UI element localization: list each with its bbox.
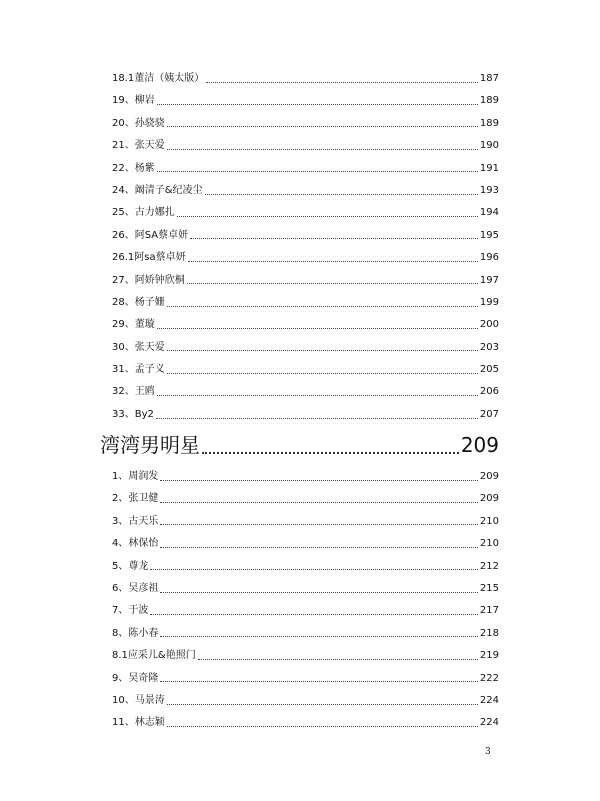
toc-entry-title: 31、孟子义 [112,364,165,376]
toc-entry-page: 212 [479,560,499,572]
toc-entry-title: 26、阿SA蔡卓妍 [112,229,189,241]
dot-leader [198,659,478,660]
toc-entry-page: 210 [479,515,499,527]
toc-entry-title: 33、By2 [112,408,154,420]
toc-entry-page: 203 [479,341,499,353]
toc-list-bottom [112,466,499,735]
toc-entry-title: 5、尊龙 [112,560,149,572]
dot-leader [160,480,478,481]
dot-leader [188,261,478,262]
dot-leader [167,350,478,351]
toc-entry-page: 189 [479,95,499,107]
section-heading[interactable] [100,428,499,462]
toc-entry-title: 25、古力娜扎 [112,207,175,219]
section-title: 湾湾男明星 [100,433,200,457]
toc-entry[interactable] [112,292,499,314]
toc-entry[interactable] [112,466,499,488]
dot-leader [187,283,478,284]
toc-entry-title: 26.1阿sa蔡卓妍 [112,252,186,264]
toc-entry-page: 219 [479,650,499,662]
dot-leader [157,395,478,396]
toc-entry-title: 20、孙骁骁 [112,117,165,129]
toc-entry[interactable] [112,225,499,247]
toc-entry[interactable] [112,690,499,712]
toc-entry-page: 191 [479,162,499,174]
toc-entry-title: 19、柳岩 [112,95,155,107]
dot-leader [160,592,478,593]
toc-entry[interactable] [112,180,499,202]
section-page-number: 209 [460,433,499,457]
toc-entry[interactable] [112,668,499,690]
toc-entry[interactable] [112,202,499,224]
toc-list-top [112,68,499,426]
dot-leader [160,636,478,637]
toc-entry-page: 193 [479,184,499,196]
toc-entry-page: 218 [479,627,499,639]
dot-leader [167,704,478,705]
toc-entry-page: 194 [479,207,499,219]
toc-entry-title: 10、马景涛 [112,694,165,706]
toc-entry-title: 3、古天乐 [112,515,159,527]
dot-leader [167,726,478,727]
toc-entry-title: 6、吴彦祖 [112,582,159,594]
toc-entry[interactable] [112,247,499,269]
dot-leader [150,569,478,570]
toc-entry-page: 187 [479,73,499,84]
toc-entry[interactable] [112,314,499,336]
dot-leader [160,524,478,525]
toc-entry-title: 7、于波 [112,605,149,617]
toc-entry-page: 195 [479,229,499,241]
dot-leader [160,547,478,548]
toc-entry-title: 11、林志颖 [112,717,165,729]
dot-leader [157,104,478,105]
toc-entry-page: 199 [479,296,499,308]
dot-leader [190,238,478,239]
toc-entry-title: 24、阚清子&纪凌尘 [112,184,203,196]
dot-leader [167,373,478,374]
toc-entry[interactable] [112,533,499,555]
dot-leader [206,82,478,83]
toc-entry-title: 9、吴奇隆 [112,672,159,684]
dot-leader [160,681,478,682]
toc-entry-page: 217 [479,605,499,617]
toc-entry-title: 4、林保怡 [112,538,159,550]
dot-leader [205,194,478,195]
page-number: 3 [485,747,491,757]
toc-entry-page: 210 [479,538,499,550]
toc-entry-page: 222 [479,672,499,684]
toc-entry-title: 32、王鸥 [112,386,155,398]
dot-leader [167,149,478,150]
toc-entry[interactable] [112,158,499,180]
toc-entry[interactable] [112,135,499,157]
toc-entry[interactable] [112,712,499,734]
toc-entry[interactable] [112,113,499,135]
toc-entry[interactable] [112,381,499,403]
toc-entry[interactable] [112,511,499,533]
toc-entry-title: 8、陈小春 [112,627,159,639]
toc-entry-page: 224 [479,694,499,706]
toc-entry[interactable] [112,337,499,359]
toc-entry-page: 190 [479,140,499,152]
toc-entry-title: 28、杨子姗 [112,296,165,308]
toc-entry[interactable] [112,623,499,645]
toc-entry-title: 30、张天爱 [112,341,165,353]
toc-entry-page: 209 [479,471,499,482]
toc-entry[interactable] [112,404,499,426]
toc-entry-page: 224 [479,717,499,729]
toc-entry-page: 215 [479,582,499,594]
toc-entry-title: 27、阿娇钟欣桐 [112,274,185,286]
toc-entry[interactable] [112,488,499,510]
toc-entry-page: 196 [479,252,499,264]
toc-entry-page: 197 [479,274,499,286]
toc-entry[interactable] [112,556,499,578]
dot-leader [150,614,478,615]
toc-entry-title: 22、杨紫 [112,162,155,174]
dot-leader [160,502,478,503]
toc-entry-page: 205 [479,364,499,376]
toc-entry-page: 207 [479,408,499,420]
dot-leader [156,418,478,419]
dot-leader [167,306,478,307]
dot-leader [177,216,478,217]
dot-leader [167,126,478,127]
toc-entry[interactable] [112,600,499,622]
toc-entry-title: 1、周润发 [112,471,159,482]
toc-entry-title: 29、董璇 [112,319,155,331]
toc-entry-page: 206 [479,386,499,398]
toc-entry-title: 21、张天爱 [112,140,165,152]
toc-entry-title: 18.1董洁（姨太版） [112,73,205,84]
toc-entry[interactable] [112,359,499,381]
toc-entry[interactable] [112,90,499,112]
toc-entry-title: 2、张卫健 [112,493,159,505]
toc-entry[interactable] [112,578,499,600]
toc-entry-page: 189 [479,117,499,129]
toc-entry[interactable] [112,645,499,667]
toc-entry-page: 200 [479,319,499,331]
dot-leader [202,452,459,454]
dot-leader [157,328,478,329]
dot-leader [157,171,478,172]
toc-entry[interactable] [112,68,499,90]
toc-entry-title: 8.1应采儿&艳照门 [112,650,196,662]
toc-entry[interactable] [112,270,499,292]
toc-entry-page: 209 [479,493,499,505]
